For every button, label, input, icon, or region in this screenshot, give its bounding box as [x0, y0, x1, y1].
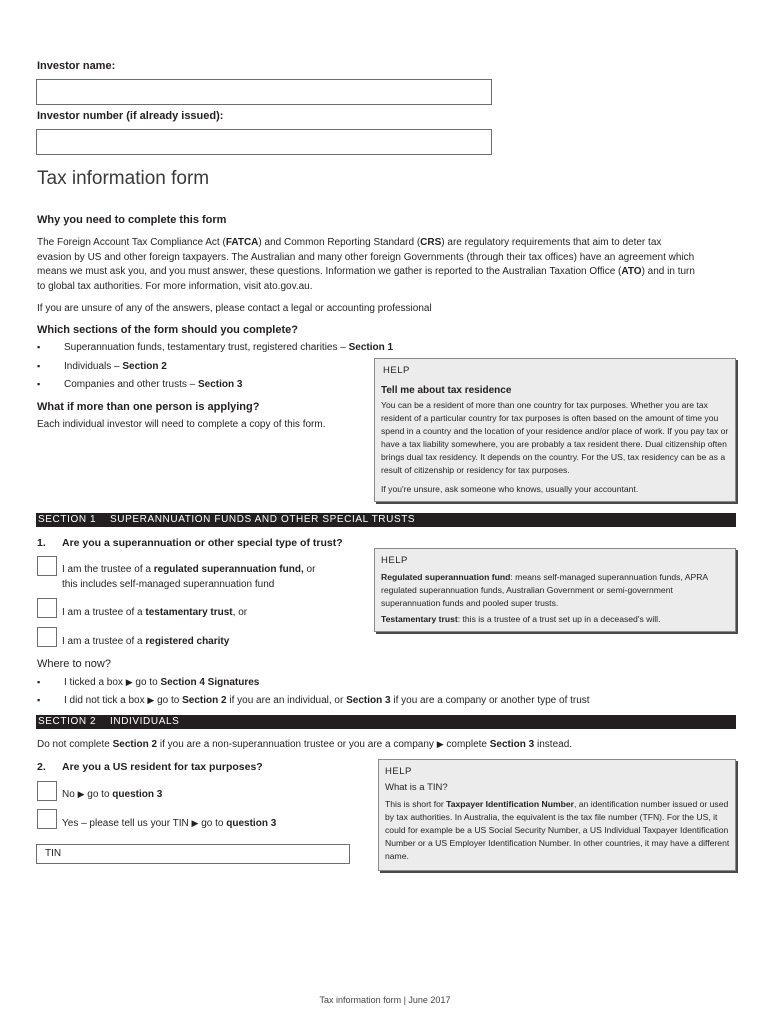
arrow-icon: ▶: [191, 818, 199, 828]
regulated-super-checkbox[interactable]: [37, 556, 57, 576]
help-box-tax-residence: [374, 358, 736, 502]
section-2-link[interactable]: Section 2: [122, 361, 167, 372]
help-label: HELP: [385, 766, 412, 777]
investor-number-field[interactable]: [36, 129, 492, 155]
arrow-icon: ▶: [436, 739, 444, 749]
help-body: This is short for Taxpayer Identification Number, an identification number issued or used by tax authorities. In Australia, the equivalent is the tax file number (TFN). For the US, it could for example be a US Social Security Number, a US Individual Taxpayer Identification Number or a US Employer Identification Number. In other countries, it may have a different name.: [385, 799, 730, 861]
section-1-link[interactable]: Section 1: [348, 342, 394, 353]
section-bullet-2: ▪ Individuals – Section 2: [37, 361, 167, 372]
arrow-icon: ▶: [125, 677, 133, 687]
section-1-header: [36, 513, 736, 527]
us-resident-yes-checkbox[interactable]: [37, 809, 57, 829]
section-2-link[interactable]: Section 2: [112, 739, 158, 750]
multi-heading: What if more than one person is applying?: [37, 401, 260, 413]
help-definition-testamentary: Testamentary trust: this is a trustee of a trust set up in a deceased's will.: [381, 614, 661, 624]
where-heading: Where to now?: [37, 658, 111, 670]
section-bullet-1: ▪ Superannuation funds, testamentary trust, registered charities – Section 1: [37, 342, 394, 353]
question-3-link[interactable]: question 3: [226, 818, 277, 829]
section-bullet-3: ▪ Companies and other trusts – Section 3: [37, 379, 243, 390]
question-2-number: 2.: [37, 761, 46, 773]
help-body: You can be a resident of more than one country for tax purposes. Whether you are tax resident of a particular country for tax purposes is often based on the amount of time you spend in a country and the location of your residence and/or place of work. If you pay tax or have a tax liability somewhere, you are probably a tax resident there. Dual citizenship often brings dual tax residency. It depends on the country. For the US, tax residency can be as a result of citizenship or residency for tax purposes.: [381, 400, 729, 475]
fatca-term: FATCA: [225, 237, 259, 248]
question-2-text: Are you a US resident for tax purposes?: [62, 761, 263, 773]
section-3-link[interactable]: Section 3: [346, 695, 391, 706]
help-title: Tell me about tax residence: [381, 385, 512, 396]
testamentary-trust-label: I am a trustee of a testamentary trust, or: [62, 607, 248, 618]
arrow-icon: ▶: [77, 789, 85, 799]
section-2-note: Do not complete Section 2 if you are a non-superannuation trustee or you are a company ▶ complete Section 3 instead.: [37, 739, 573, 750]
section-1-number: SECTION 1: [38, 514, 97, 525]
investor-number-label: Investor number (if already issued):: [37, 110, 224, 122]
help-definition-super: Regulated superannuation fund: means self-managed superannuation funds, APRA regulated superannuation funds, Australian Government or semi-government superannuation funds and pooled super trusts.: [381, 572, 708, 608]
section-3-link[interactable]: Section 3: [489, 739, 535, 750]
help-label: HELP: [383, 365, 410, 376]
section-2-link[interactable]: Section 2: [182, 695, 227, 706]
section-1-title: SUPERANNUATION FUNDS AND OTHER SPECIAL TRUSTS: [110, 514, 416, 525]
investor-name-field[interactable]: [36, 79, 492, 105]
regulated-super-sublabel: this includes self-managed superannuation fund: [62, 579, 275, 590]
section-2-title: INDIVIDUALS: [110, 716, 180, 727]
us-resident-no-label: No ▶ go to question 3: [62, 789, 163, 800]
regulated-super-label: I am the trustee of a regulated superannuation fund, or: [62, 564, 316, 575]
multi-text: Each individual investor will need to complete a copy of this form.: [37, 419, 326, 430]
help-box-tin: [378, 759, 736, 871]
help-label: HELP: [381, 555, 408, 566]
registered-charity-label: I am a trustee of a registered charity: [62, 636, 230, 647]
tin-label: TIN: [45, 848, 62, 859]
testamentary-trust-checkbox[interactable]: [37, 598, 57, 618]
page-footer: Tax information form | June 2017: [319, 995, 451, 1005]
question-1-text: Are you a superannuation or other special type of trust?: [62, 537, 343, 549]
question-1-number: 1.: [37, 537, 46, 549]
tin-input[interactable]: [36, 844, 350, 864]
us-resident-no-checkbox[interactable]: [37, 781, 57, 801]
intro-heading: Why you need to complete this form: [37, 214, 227, 226]
intro-paragraph: The Foreign Account Tax Compliance Act (FATCA) and Common Reporting Standard (CRS) are regulatory requirements that aim to deter tax evasion by US and other foreign taxpayers. The Australian and many other foreign Governments (through their tax offices) have an agreement which means we must ask you, and you must answer, these questions. Information we gather is reported to the Australian Taxation Office (ATO) and in turn to global tax authorities. For more information, visit ato.gov.au.: [37, 237, 695, 292]
help-box-trust-types: [374, 548, 736, 632]
page-title: Tax information form: [37, 168, 210, 189]
where-bullet-ticked: ▪ I ticked a box ▶ go to Section 4 Signatures: [37, 677, 260, 688]
investor-name-label: Investor name:: [37, 60, 116, 72]
arrow-icon: ▶: [147, 695, 155, 705]
help-title: What is a TIN?: [385, 782, 448, 793]
section-3-link[interactable]: Section 3: [197, 379, 243, 390]
where-bullet-not-ticked: ▪ I did not tick a box ▶ go to Section 2 if you are an individual, or Section 3 if you are a company or another type of trust: [37, 695, 590, 706]
section-4-link[interactable]: Section 4 Signatures: [160, 677, 260, 688]
section-2-header: [36, 715, 736, 729]
unsure-text: If you are unsure of any of the answers, please contact a legal or accounting professional: [37, 303, 432, 314]
sections-heading: Which sections of the form should you complete?: [37, 324, 298, 336]
question-3-link[interactable]: question 3: [112, 789, 163, 800]
ato-term: ATO: [621, 266, 642, 278]
crs-term: CRS: [420, 237, 442, 248]
registered-charity-checkbox[interactable]: [37, 627, 57, 647]
help-note: If you're unsure, ask someone who knows, usually your accountant.: [381, 484, 639, 494]
section-2-number: SECTION 2: [38, 716, 97, 727]
us-resident-yes-label: Yes – please tell us your TIN ▶ go to question 3: [62, 818, 277, 829]
